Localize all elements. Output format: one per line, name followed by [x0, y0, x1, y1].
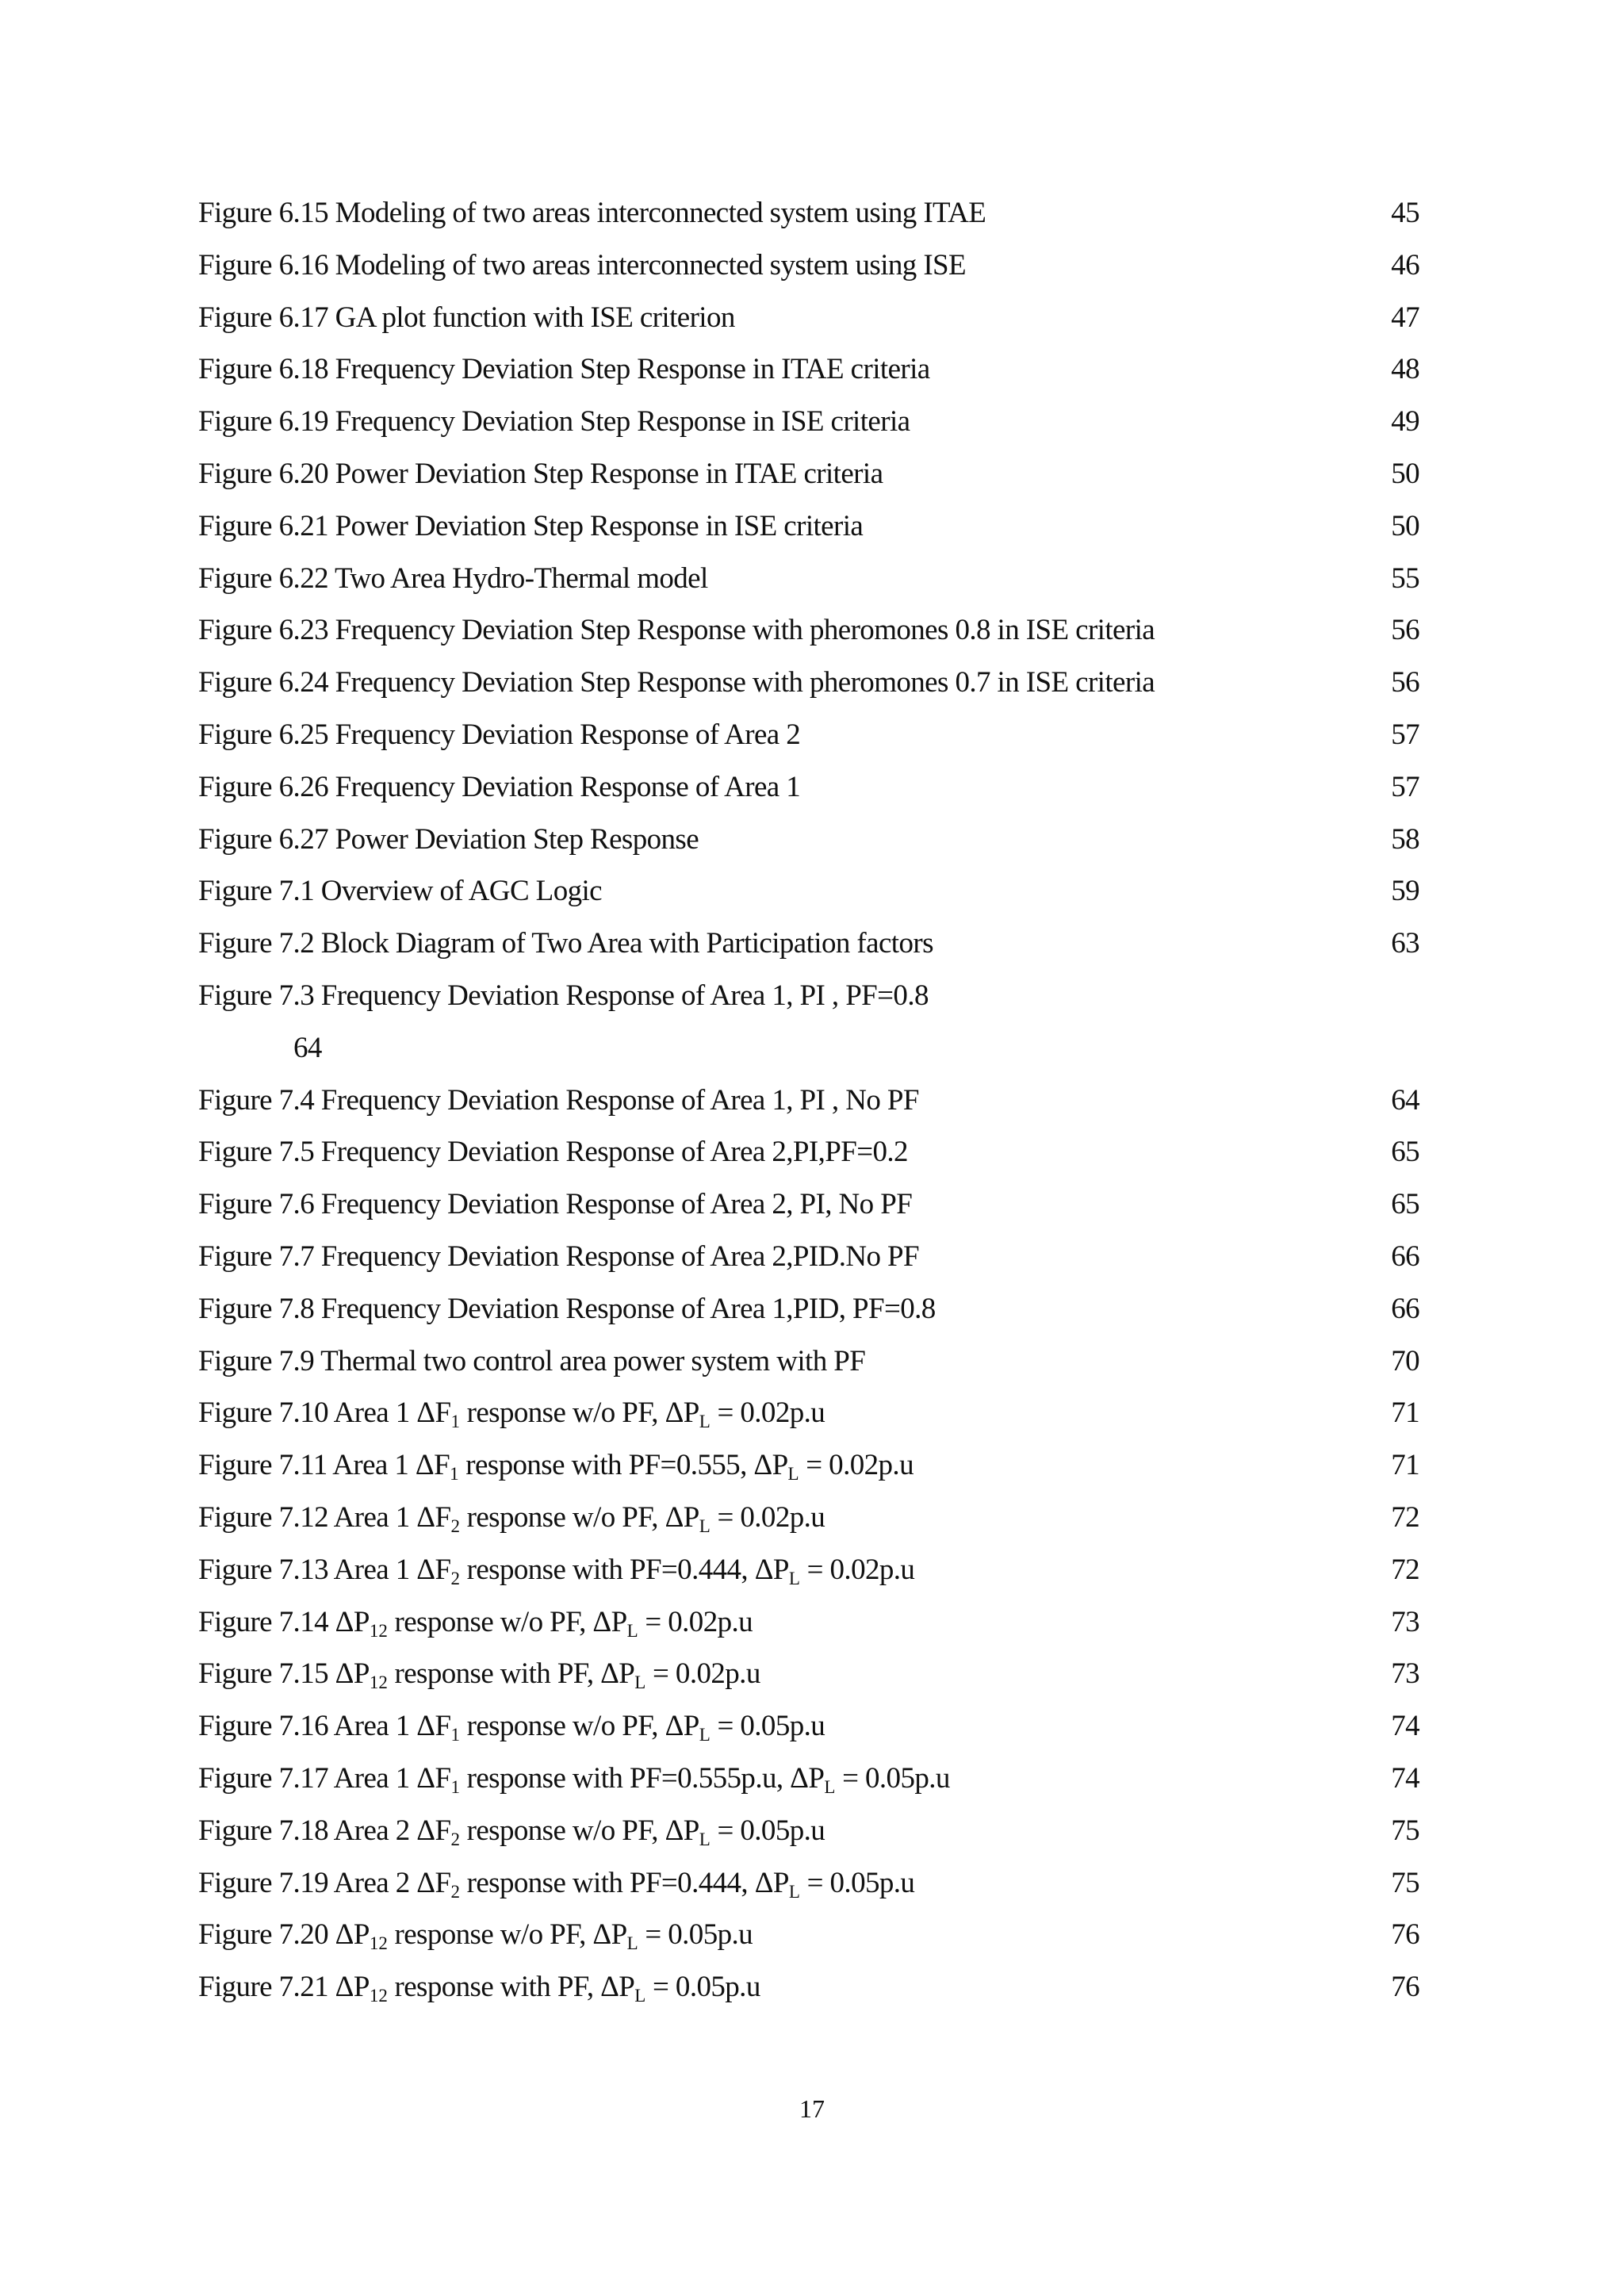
figure-entry-title [198, 1445, 914, 1489]
figure-entry-page-number: 70 [1391, 1344, 1419, 1377]
figure-entry-page-number: 76 [1391, 1918, 1419, 1952]
figure-entry [198, 1967, 1419, 2019]
title-segment: = 0.02p.u [799, 1449, 914, 1482]
title-segment: response w/o PF, ΔP [459, 1814, 699, 1847]
figure-entry-title [198, 1393, 825, 1437]
title-segment: = 0.02p.u [799, 1553, 915, 1586]
figure-entry-title: Figure 6.17 GA plot function with ISE criterion [198, 301, 735, 334]
subscript: L [699, 1725, 710, 1745]
title-segment: Figure 7.16 Area 1 ΔF [198, 1710, 451, 1743]
figure-entry-page-number: 73 [1391, 1657, 1419, 1691]
subscript: L [634, 1986, 646, 2006]
figure-entry [198, 1706, 1419, 1758]
subscript: L [699, 1515, 710, 1536]
figure-entry-page-number: 73 [1391, 1605, 1419, 1638]
title-segment: Figure 7.18 Area 2 ΔF [198, 1814, 451, 1847]
figure-entry-title: Figure 7.8 Frequency Deviation Response of Area 1,PID, PF=0.8 [198, 1292, 936, 1325]
title-segment: Figure 7.17 Area 1 ΔF [198, 1761, 451, 1795]
subscript: L [634, 1672, 646, 1693]
figure-entry-page-number: 56 [1391, 666, 1419, 699]
figure-entry-page-number: 58 [1391, 822, 1419, 856]
figure-entry-page-number: 66 [1391, 1239, 1419, 1273]
figure-entry-page-number: 59 [1391, 875, 1419, 908]
figure-entry-title: Figure 6.19 Frequency Deviation Step Response in ISE criteria [198, 405, 910, 439]
title-segment: Figure 7.19 Area 2 ΔF [198, 1866, 451, 1899]
figure-entry-page-number: 50 [1391, 457, 1419, 490]
subscript: L [626, 1933, 638, 1954]
title-segment: = 0.05p.u [710, 1814, 825, 1847]
figure-entry-title: Figure 6.22 Two Area Hydro-Thermal model [198, 561, 708, 595]
figure-entry-page-number: 46 [1391, 248, 1419, 282]
subscript: L [699, 1412, 710, 1432]
title-segment: = 0.02p.u [710, 1397, 825, 1430]
figure-entry-page-number: 71 [1391, 1449, 1419, 1482]
title-segment: response with PF=0.444, ΔP [459, 1553, 789, 1586]
figure-entry-title: Figure 7.9 Thermal two control area power system with PF [198, 1344, 866, 1377]
subscript: 12 [369, 1986, 388, 2006]
figure-entry-title: Figure 6.18 Frequency Deviation Step Response in ITAE criteria [198, 353, 930, 386]
figure-entry [198, 1550, 1419, 1602]
figure-entry [198, 1341, 1419, 1393]
figure-entry-page-number: 64 [293, 1031, 322, 1064]
figure-entry-page-number: 75 [1391, 1866, 1419, 1899]
figure-entry-page-number: 75 [1391, 1814, 1419, 1847]
figure-entry [198, 610, 1419, 662]
figure-entry-title: Figure 6.23 Frequency Deviation Step Response with pheromones 0.8 in ISE criteria [198, 614, 1155, 647]
figure-entry-page-number: 56 [1391, 614, 1419, 647]
title-segment: = 0.05p.u [645, 1971, 760, 2004]
figure-entry-page-number: 57 [1391, 770, 1419, 803]
subscript: 12 [369, 1672, 388, 1693]
figure-entry [198, 1236, 1419, 1289]
title-segment: = 0.05p.u [835, 1761, 950, 1795]
figure-entry-title: Figure 7.7 Frequency Deviation Response of Area 2,PID.No PF [198, 1239, 920, 1273]
figure-entry-title: Figure 6.15 Modeling of two areas interconnected system using ITAE [198, 197, 986, 229]
figure-entry [198, 1810, 1419, 1863]
figure-entry-title [198, 1863, 914, 1907]
figure-entry-page-number: 74 [1391, 1710, 1419, 1743]
figure-entry [198, 297, 1419, 350]
title-segment: = 0.05p.u [638, 1918, 753, 1952]
title-segment: response w/o PF, ΔP [459, 1710, 699, 1743]
figure-entry [198, 1184, 1419, 1236]
figure-entry-title: Figure 7.4 Frequency Deviation Response of Area 1, PI , No PF [198, 1083, 919, 1117]
title-segment: = 0.05p.u [799, 1866, 915, 1899]
figure-entry-title: Figure 7.2 Block Diagram of Two Area with Participation factors [198, 927, 933, 960]
figure-entry-title: Figure 6.27 Power Deviation Step Response [198, 822, 699, 856]
figure-entry [198, 1132, 1419, 1184]
figure-entry [198, 506, 1419, 558]
title-segment: = 0.02p.u [710, 1500, 825, 1534]
figure-entry-title [198, 1706, 825, 1750]
title-segment: = 0.02p.u [645, 1657, 760, 1691]
figure-entry [198, 454, 1419, 506]
figure-entry [198, 1863, 1419, 1915]
figure-entry-page-number: 76 [1391, 1971, 1419, 2004]
figure-entry [198, 1080, 1419, 1132]
title-segment: Figure 7.13 Area 1 ΔF [198, 1553, 451, 1586]
figure-entry-title: Figure 6.24 Frequency Deviation Step Response with pheromones 0.7 in ISE criteria [198, 666, 1155, 699]
figure-entry-title [198, 1497, 825, 1542]
figure-entry [198, 401, 1419, 454]
figure-entry-page-number: 64 [1391, 1083, 1419, 1117]
title-segment: = 0.02p.u [638, 1605, 753, 1638]
figure-entry [198, 1602, 1419, 1654]
title-segment: response w/o PF, ΔP [459, 1397, 699, 1430]
figure-entry-page-number: 65 [1391, 1188, 1419, 1221]
title-segment: response w/o PF, ΔP [387, 1918, 627, 1952]
title-segment: response with PF=0.555p.u, ΔP [459, 1761, 825, 1795]
figure-entry [198, 1758, 1419, 1810]
figure-entry [198, 1393, 1419, 1445]
subscript: L [788, 1881, 800, 1902]
title-segment: Figure 7.15 ΔP [198, 1657, 370, 1691]
subscript: 1 [450, 1464, 459, 1485]
subscript: L [626, 1620, 638, 1641]
figure-entry-page-number: 66 [1391, 1292, 1419, 1325]
title-segment: response with PF=0.444, ΔP [459, 1866, 789, 1899]
figure-entry-title: Figure 6.25 Frequency Deviation Response of Area 2 [198, 718, 801, 751]
figure-entry [198, 1497, 1419, 1550]
title-segment: Figure 7.12 Area 1 ΔF [198, 1500, 451, 1534]
figure-entry [198, 662, 1419, 715]
title-segment: response with PF, ΔP [387, 1657, 635, 1691]
figure-entry-title [198, 1653, 760, 1698]
title-segment: Figure 7.21 ΔP [198, 1971, 370, 2004]
figure-entry-page-number: 49 [1391, 405, 1419, 439]
figure-entry [198, 1653, 1419, 1706]
list-of-figures [198, 193, 1419, 2019]
figure-entry-title: Figure 6.20 Power Deviation Step Response in ITAE criteria [198, 457, 883, 490]
title-segment: response with PF=0.555, ΔP [458, 1449, 788, 1482]
title-segment: = 0.05p.u [710, 1710, 825, 1743]
figure-entry [198, 245, 1419, 297]
figure-entry-title: Figure 7.1 Overview of AGC Logic [198, 875, 602, 908]
figure-entry-page-number: 74 [1391, 1761, 1419, 1795]
subscript: 2 [450, 1568, 460, 1588]
figure-entry-page-number: 72 [1391, 1500, 1419, 1534]
figure-entry [198, 767, 1419, 819]
figure-entry-page-number: 47 [1391, 301, 1419, 334]
title-segment: Figure 7.10 Area 1 ΔF [198, 1397, 451, 1430]
subscript: L [787, 1464, 799, 1485]
figure-entry-title [198, 1914, 753, 1959]
subscript: 2 [450, 1881, 460, 1902]
title-segment: response w/o PF, ΔP [459, 1500, 699, 1534]
page-number: 17 [799, 2094, 825, 2123]
subscript: L [788, 1568, 800, 1588]
figure-entry-page-number: 45 [1391, 197, 1419, 229]
subscript: 12 [369, 1933, 388, 1954]
title-segment: response w/o PF, ΔP [387, 1605, 627, 1638]
figure-entry-page-number: 72 [1391, 1553, 1419, 1586]
figure-entry [198, 871, 1419, 923]
figure-entry-title: Figure 6.26 Frequency Deviation Response of Area 1 [198, 770, 801, 803]
title-segment: response with PF, ΔP [387, 1971, 635, 2004]
figure-entry-title: Figure 6.21 Power Deviation Step Response in ISE criteria [198, 509, 864, 542]
subscript: 2 [450, 1829, 460, 1849]
subscript: 12 [369, 1620, 388, 1641]
figure-entry-title [198, 1810, 825, 1855]
figure-entry [198, 819, 1419, 872]
figure-entry-page-number: 55 [1391, 561, 1419, 595]
figure-entry [198, 975, 1419, 1080]
figure-entry [198, 1445, 1419, 1497]
figure-entry [198, 349, 1419, 401]
subscript: L [699, 1829, 710, 1849]
figure-entry [198, 1914, 1419, 1967]
subscript: 2 [450, 1515, 460, 1536]
figure-entry-page-number: 48 [1391, 353, 1419, 386]
figure-entry [198, 1289, 1419, 1341]
figure-entry [198, 715, 1419, 767]
subscript: 1 [450, 1776, 460, 1797]
figure-entry-title: Figure 7.3 Frequency Deviation Response of Area 1, PI , PF=0.8 [198, 979, 929, 1012]
figure-entry-page-number: 57 [1391, 718, 1419, 751]
title-segment: Figure 7.14 ΔP [198, 1605, 370, 1638]
subscript: 1 [450, 1725, 460, 1745]
figure-entry-title: Figure 7.6 Frequency Deviation Response of Area 2, PI, No PF [198, 1188, 913, 1221]
figure-entry-title: Figure 7.5 Frequency Deviation Response of Area 2,PI,PF=0.2 [198, 1136, 908, 1169]
figure-entry-page-number: 65 [1391, 1136, 1419, 1169]
figure-entry-title [198, 1758, 950, 1803]
figure-entry-page-number: 63 [1391, 927, 1419, 960]
figure-entry-title: Figure 6.16 Modeling of two areas interconnected system using ISE [198, 248, 967, 282]
figure-entry-page-number: 50 [1391, 509, 1419, 542]
figure-entry [198, 558, 1419, 611]
figure-entry [198, 193, 1419, 245]
figure-entry-title [198, 1602, 753, 1646]
figure-entry-page-number: 71 [1391, 1397, 1419, 1430]
title-segment: Figure 7.11 Area 1 ΔF [198, 1449, 450, 1482]
title-segment: Figure 7.20 ΔP [198, 1918, 370, 1952]
subscript: L [824, 1776, 836, 1797]
figure-entry-title [198, 1967, 760, 2011]
figure-entry [198, 923, 1419, 975]
subscript: 1 [450, 1412, 460, 1432]
figure-entry-title [198, 1550, 914, 1594]
